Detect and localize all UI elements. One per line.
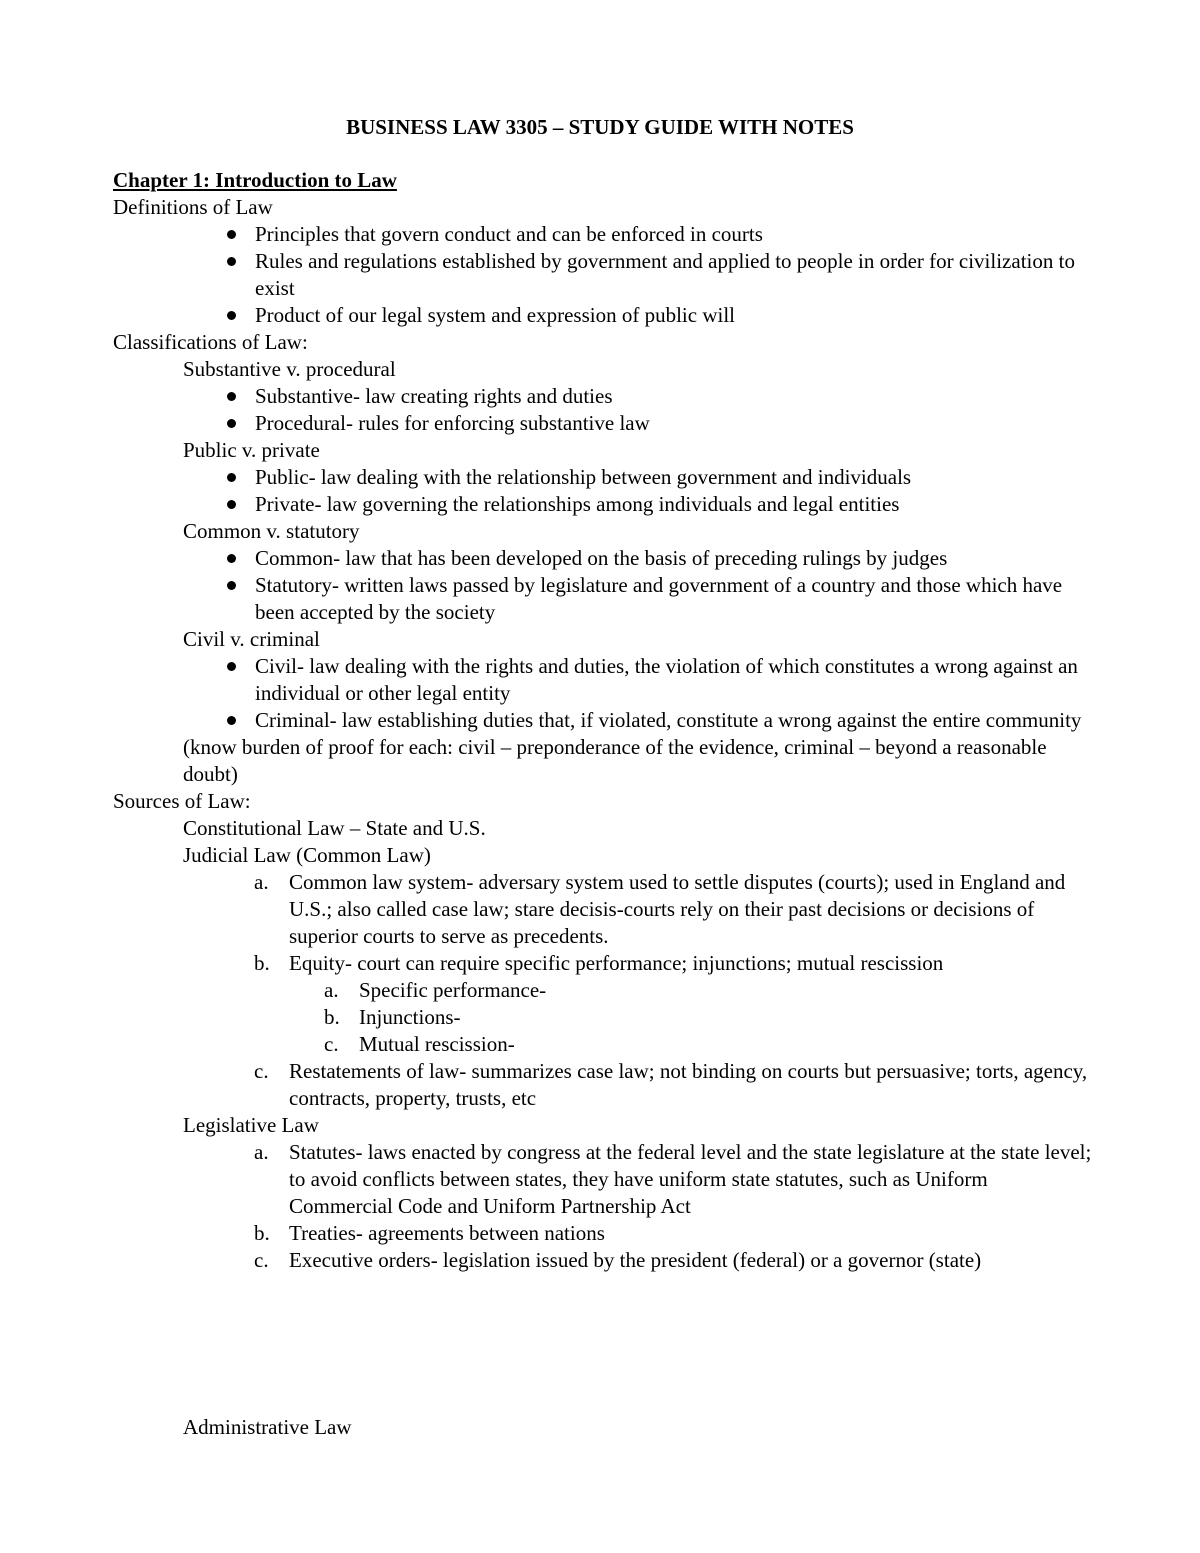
list-item: Criminal- law establishing duties that, if violated, constitute a wrong against the entire community	[255, 707, 1093, 734]
list-item	[254, 1058, 1093, 1112]
list-item: Rules and regulations established by government and applied to people in order for civilization to exist	[255, 248, 1093, 302]
classification-list	[113, 464, 1093, 518]
list-item-text: Common law system- adversary system used to settle disputes (courts); used in England and U.S.; also called case law; stare decisis-courts rely on their past decisions or decisions of superior courts to serve as precedents.	[289, 870, 1066, 948]
chapter-heading: Chapter 1: Introduction to Law	[113, 168, 397, 192]
classification-list	[113, 653, 1093, 734]
document-page	[113, 114, 1093, 1274]
sources-heading: Sources of Law:	[113, 789, 251, 813]
administrative-law-label: Administrative Law	[183, 1415, 352, 1439]
list-item-text: Specific performance-	[359, 978, 547, 1002]
definitions-list	[113, 221, 1093, 329]
classification-label: Public v. private	[183, 438, 320, 462]
list-item	[254, 1220, 1093, 1247]
list-item-text: Injunctions-	[359, 1005, 461, 1029]
list-item	[324, 1004, 1093, 1031]
list-item: Civil- law dealing with the rights and duties, the violation of which constitutes a wrong against an individual or other legal entity	[255, 653, 1093, 707]
list-item-text: Statutes- laws enacted by congress at the federal level and the state legislature at the state level; to avoid conflicts between states, they have uniform state statutes, such as Uniform Commercial Code and Uniform Partnership Act	[289, 1140, 1092, 1218]
list-item: Substantive- law creating rights and duties	[255, 383, 1093, 410]
list-marker: c.	[254, 1248, 269, 1272]
legislative-law-label: Legislative Law	[183, 1113, 319, 1137]
list-item-text: Restatements of law- summarizes case law; not binding on courts but persuasive; torts, agency, contracts, property, trusts, etc	[289, 1059, 1088, 1110]
list-item-text: Executive orders- legislation issued by the president (federal) or a governor (state)	[289, 1248, 982, 1272]
list-item	[254, 1247, 1093, 1274]
list-marker: c.	[324, 1032, 339, 1056]
classification-label: Common v. statutory	[183, 519, 360, 543]
list-item: Principles that govern conduct and can be enforced in courts	[255, 221, 1093, 248]
list-marker: a.	[254, 1140, 269, 1164]
legislative-law-list	[113, 1139, 1093, 1274]
equity-sublist	[289, 977, 1093, 1058]
list-marker: b.	[254, 1221, 270, 1245]
list-marker: a.	[254, 870, 269, 894]
list-marker: a.	[324, 978, 339, 1002]
constitutional-law: Constitutional Law – State and U.S.	[183, 816, 486, 840]
list-item	[254, 950, 1093, 1058]
classification-label: Substantive v. procedural	[183, 357, 396, 381]
classifications-heading: Classifications of Law:	[113, 330, 308, 354]
classification-label: Civil v. criminal	[183, 627, 320, 651]
list-marker: b.	[254, 951, 270, 975]
list-item-text: Mutual rescission-	[359, 1032, 515, 1056]
list-item-text: Treaties- agreements between nations	[289, 1221, 605, 1245]
document-title: BUSINESS LAW 3305 – STUDY GUIDE WITH NOTES	[346, 115, 854, 139]
list-item-text: Equity- court can require specific performance; injunctions; mutual rescission	[289, 951, 944, 975]
burden-of-proof-note: (know burden of proof for each: civil – preponderance of the evidence, criminal – beyond a reasonable doubt)	[183, 735, 1047, 786]
list-item: Procedural- rules for enforcing substantive law	[255, 410, 1093, 437]
list-item	[254, 869, 1093, 950]
list-item	[324, 1031, 1093, 1058]
list-item: Private- law governing the relationships among individuals and legal entities	[255, 491, 1093, 518]
list-item	[324, 977, 1093, 1004]
list-item: Statutory- written laws passed by legislature and government of a country and those which have been accepted by the society	[255, 572, 1093, 626]
list-item	[254, 1139, 1093, 1220]
list-item: Product of our legal system and expression of public will	[255, 302, 1093, 329]
judicial-law-list	[113, 869, 1093, 1112]
classification-list	[113, 383, 1093, 437]
list-marker: c.	[254, 1059, 269, 1083]
list-marker: b.	[324, 1005, 340, 1029]
list-item: Public- law dealing with the relationship between government and individuals	[255, 464, 1093, 491]
definitions-heading: Definitions of Law	[113, 195, 273, 219]
classification-list	[113, 545, 1093, 626]
judicial-law-label: Judicial Law (Common Law)	[183, 843, 431, 867]
list-item: Common- law that has been developed on the basis of preceding rulings by judges	[255, 545, 1093, 572]
